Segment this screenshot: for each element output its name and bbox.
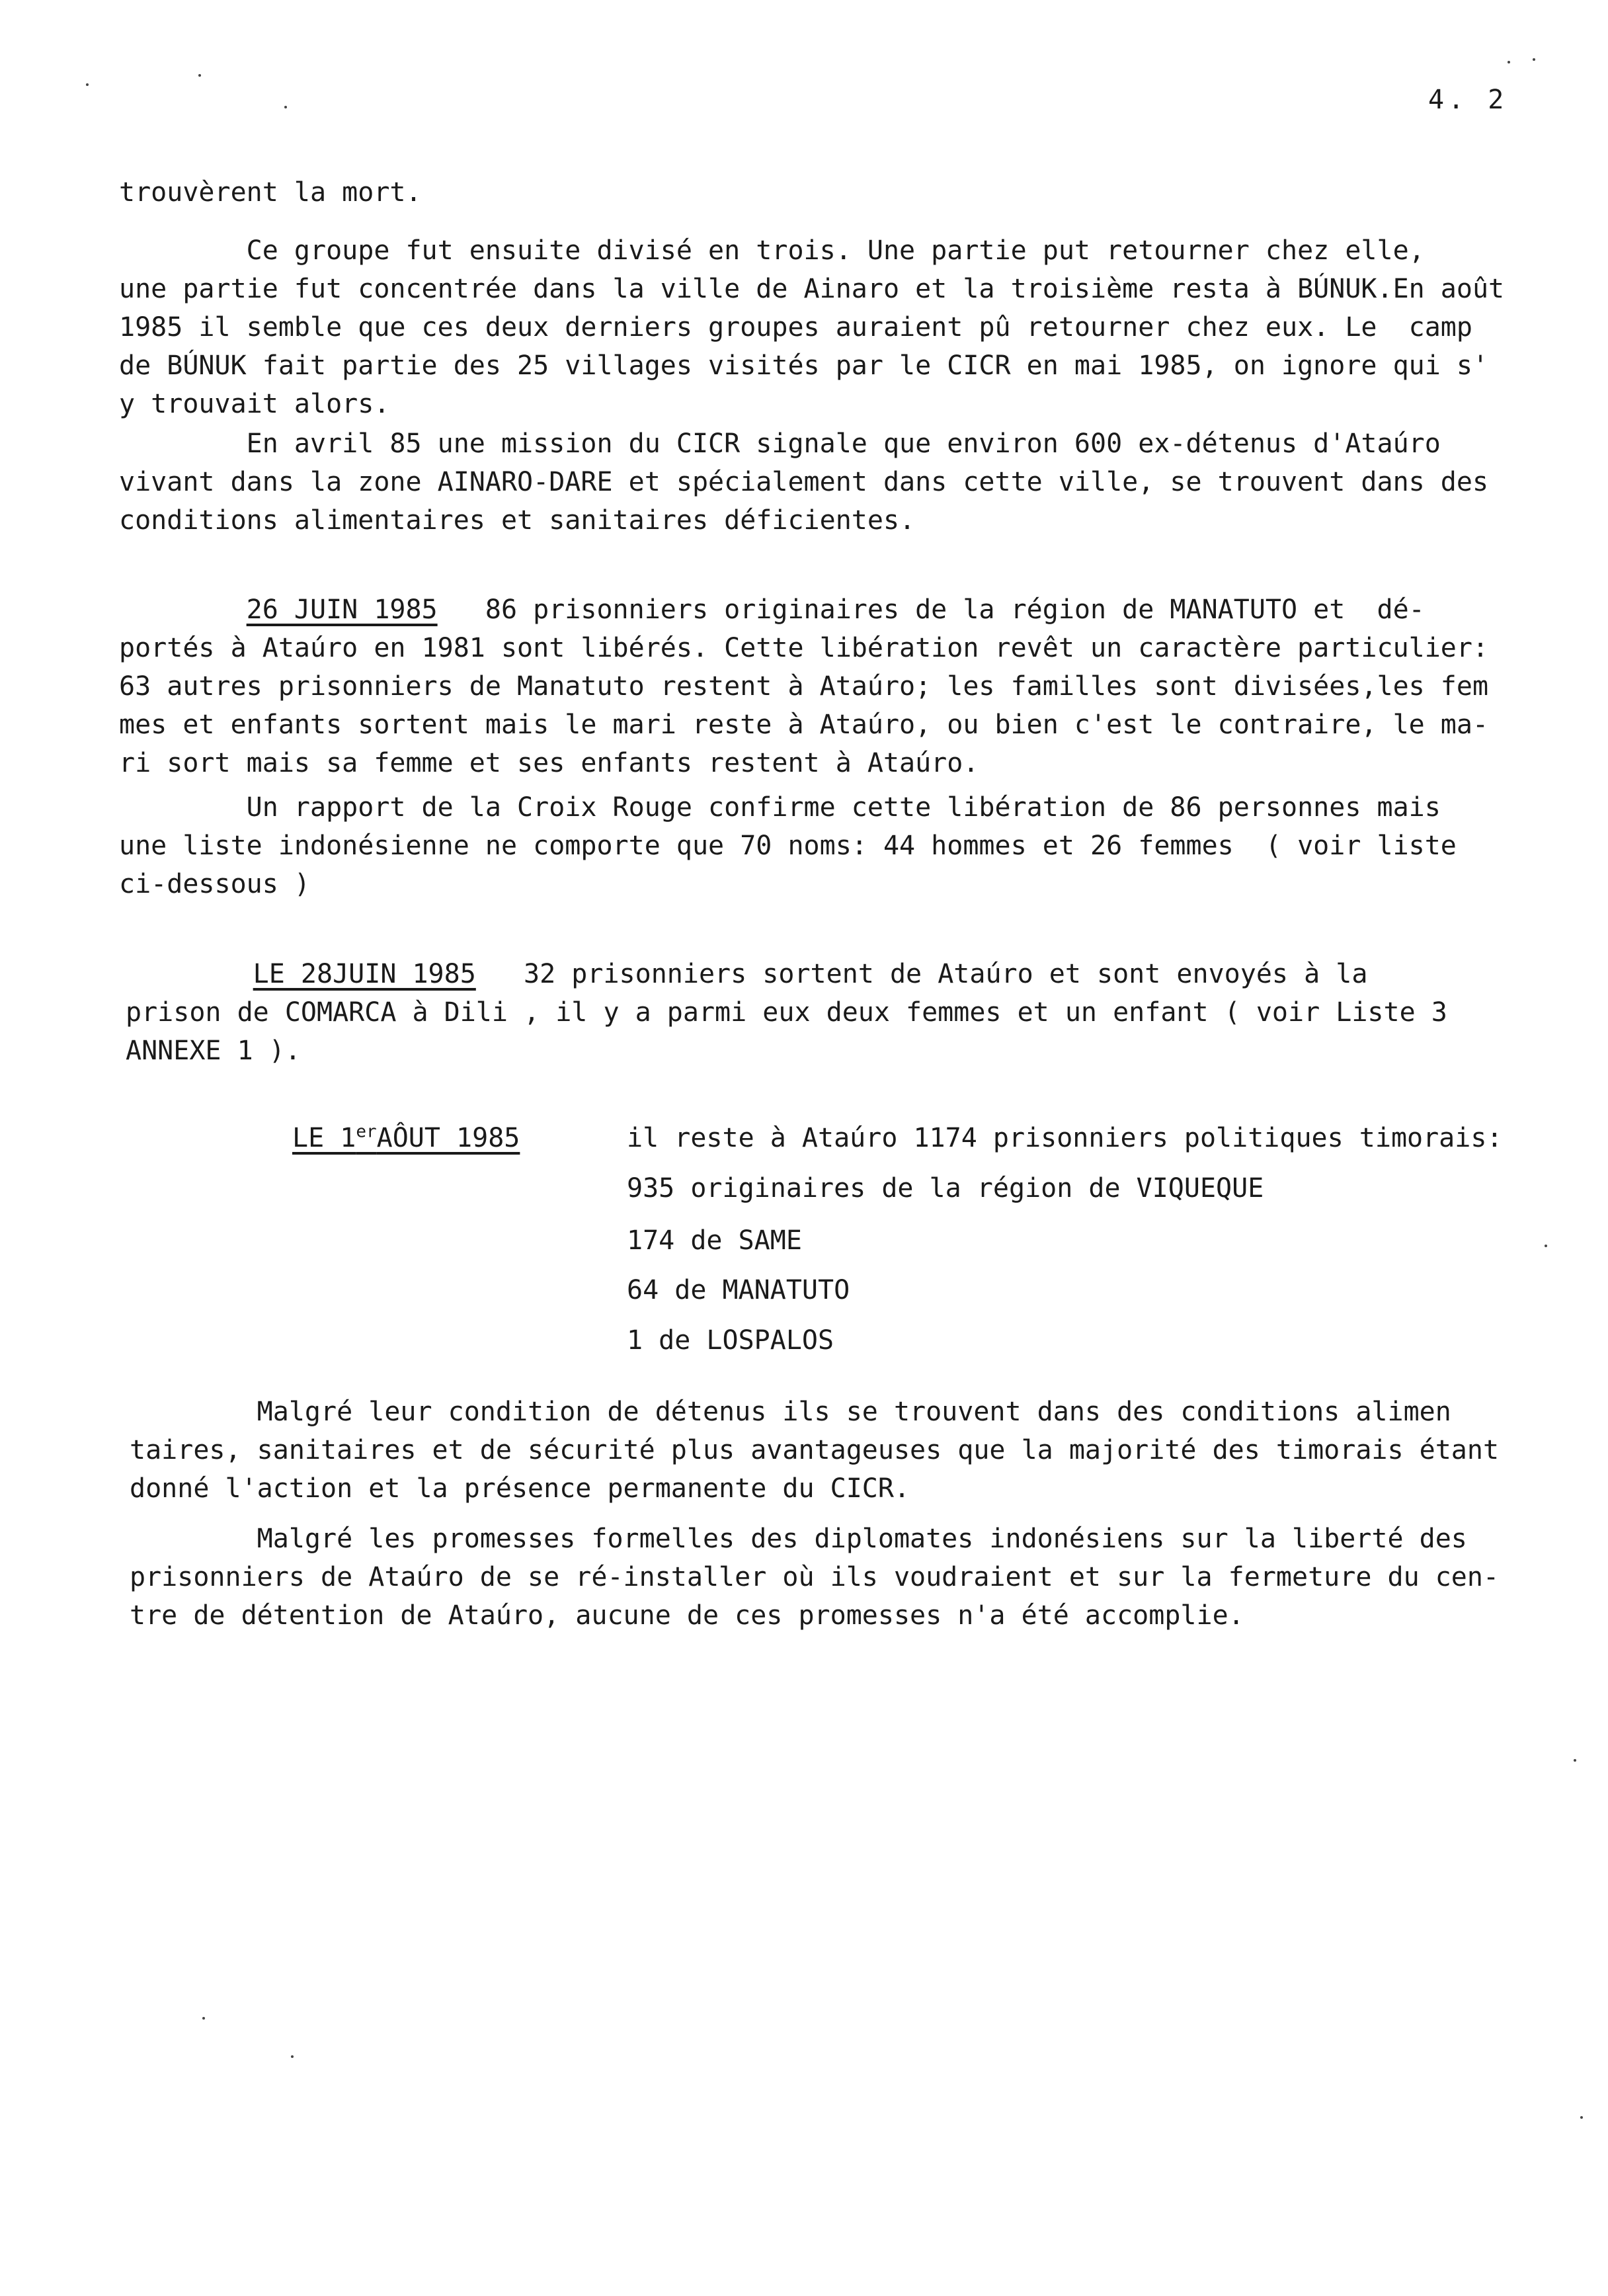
text-line: y trouvait alors.: [119, 389, 390, 419]
list-item: 1 de LOSPALOS: [627, 1325, 834, 1356]
entry-28-juin-1985: [126, 955, 1587, 1070]
entry-first-line: [126, 955, 1587, 993]
text-segment: 86 prisonniers originaires de la région de MANATUTO et dé-: [437, 594, 1425, 625]
text-line: prisonniers de Ataúro de se ré-installer où ils voudraient et sur la fermeture du cen-: [130, 1562, 1500, 1592]
list-item: 174 de SAME: [627, 1225, 802, 1256]
text-line: Malgré leur condition de détenus ils se trouvent dans des conditions alimen: [130, 1397, 1451, 1427]
text-line: 1985 il semble que ces deux derniers groupes auraient pû retourner chez eux. Le camp: [119, 312, 1472, 343]
paragraph-malgre-promesses: [130, 1520, 1591, 1635]
paragraph-groupe-divise: [119, 231, 1580, 423]
text-line: ri sort mais sa femme et ses enfants restent à Ataúro.: [119, 748, 979, 778]
page-number: 4. 2: [1428, 85, 1508, 115]
entry-date: [292, 1123, 520, 1153]
list-item: 935 originaires de la région de VIQUEQUE: [627, 1173, 1264, 1204]
date-superscript: er: [356, 1122, 377, 1142]
text-line: de BÚNUK fait partie des 25 villages visités par le CICR en mai 1985, on ignore qui s': [119, 350, 1489, 381]
date-suffix: AÔUT 1985: [376, 1123, 520, 1153]
paragraph-avril-85: [119, 425, 1580, 540]
text-line: conditions alimentaires et sanitaires déficientes.: [119, 505, 916, 536]
text-line: vivant dans la zone AINARO-DARE et spécialement dans cette ville, se trouvent dans des: [119, 467, 1489, 497]
text-line: donné l'action et la présence permanente du CICR.: [130, 1473, 910, 1504]
scan-speck: [1508, 61, 1510, 63]
text-line: Malgré les promesses formelles des diplomates indonésiens sur la liberté des: [130, 1524, 1467, 1554]
text-line: une liste indonésienne ne comporte que 70 noms: 44 hommes et 26 femmes ( voir liste: [119, 831, 1457, 861]
scan-speck: [291, 2055, 294, 2058]
entry-26-juin-1985: [119, 591, 1580, 782]
text-line: ci-dessous ): [119, 869, 310, 899]
entry-first-line: [119, 591, 1580, 629]
text-line: portés à Ataúro en 1981 sont libérés. Cette libération revêt un caractère particulier:: [119, 633, 1489, 663]
scan-speck: [1574, 1759, 1576, 1762]
text-line: Ce groupe fut ensuite divisé en trois. Une partie put retourner chez elle,: [119, 235, 1425, 266]
text-line: prison de COMARCA à Dili , il y a parmi eux deux femmes et un enfant ( voir Liste 3: [126, 997, 1447, 1028]
scan-speck: [1545, 1245, 1547, 1247]
scan-speck: [198, 74, 201, 77]
continuation-paragraph: [119, 173, 1580, 212]
entry-date: LE 28JUIN 1985: [253, 959, 476, 989]
scan-speck: [1533, 58, 1535, 61]
scan-speck: [1580, 2116, 1583, 2119]
text-line: 63 autres prisonniers de Manatuto restent à Ataúro; les familles sont divisées,les fem: [119, 671, 1489, 702]
scan-speck: [284, 106, 287, 108]
list-item: 64 de MANATUTO: [627, 1275, 850, 1305]
paragraph-malgre-condition: [130, 1393, 1591, 1508]
text-line: trouvèrent la mort.: [119, 177, 422, 208]
text-segment: 32 prisonniers sortent de Ataúro et sont envoyés à la: [475, 959, 1368, 989]
text-line: une partie fut concentrée dans la ville de Ainaro et la troisième resta à BÚNUK.En août: [119, 274, 1505, 304]
scan-speck: [86, 83, 89, 86]
text-line: mes et enfants sortent mais le mari reste à Ataúro, ou bien c'est le contraire, le ma-: [119, 710, 1489, 740]
text-line: taires, sanitaires et de sécurité plus avantageuses que la majorité des timorais étant: [130, 1435, 1500, 1465]
scan-speck: [202, 2017, 205, 2020]
date-prefix: LE 1: [292, 1123, 356, 1153]
entry-date: 26 JUIN 1985: [246, 594, 438, 625]
text-line: Un rapport de la Croix Rouge confirme cette libération de 86 personnes mais: [119, 792, 1441, 823]
text-line: ANNEXE 1 ).: [126, 1036, 301, 1066]
text-line: tre de détention de Ataúro, aucune de ces promesses n'a été accomplie.: [130, 1600, 1244, 1631]
entry-first-line-rest: il reste à Ataúro 1174 prisonniers politiques timorais:: [627, 1123, 1503, 1153]
paragraph-rapport-croix-rouge: [119, 788, 1580, 903]
text-line: En avril 85 une mission du CICR signale que environ 600 ex-détenus d'Ataúro: [119, 429, 1441, 459]
